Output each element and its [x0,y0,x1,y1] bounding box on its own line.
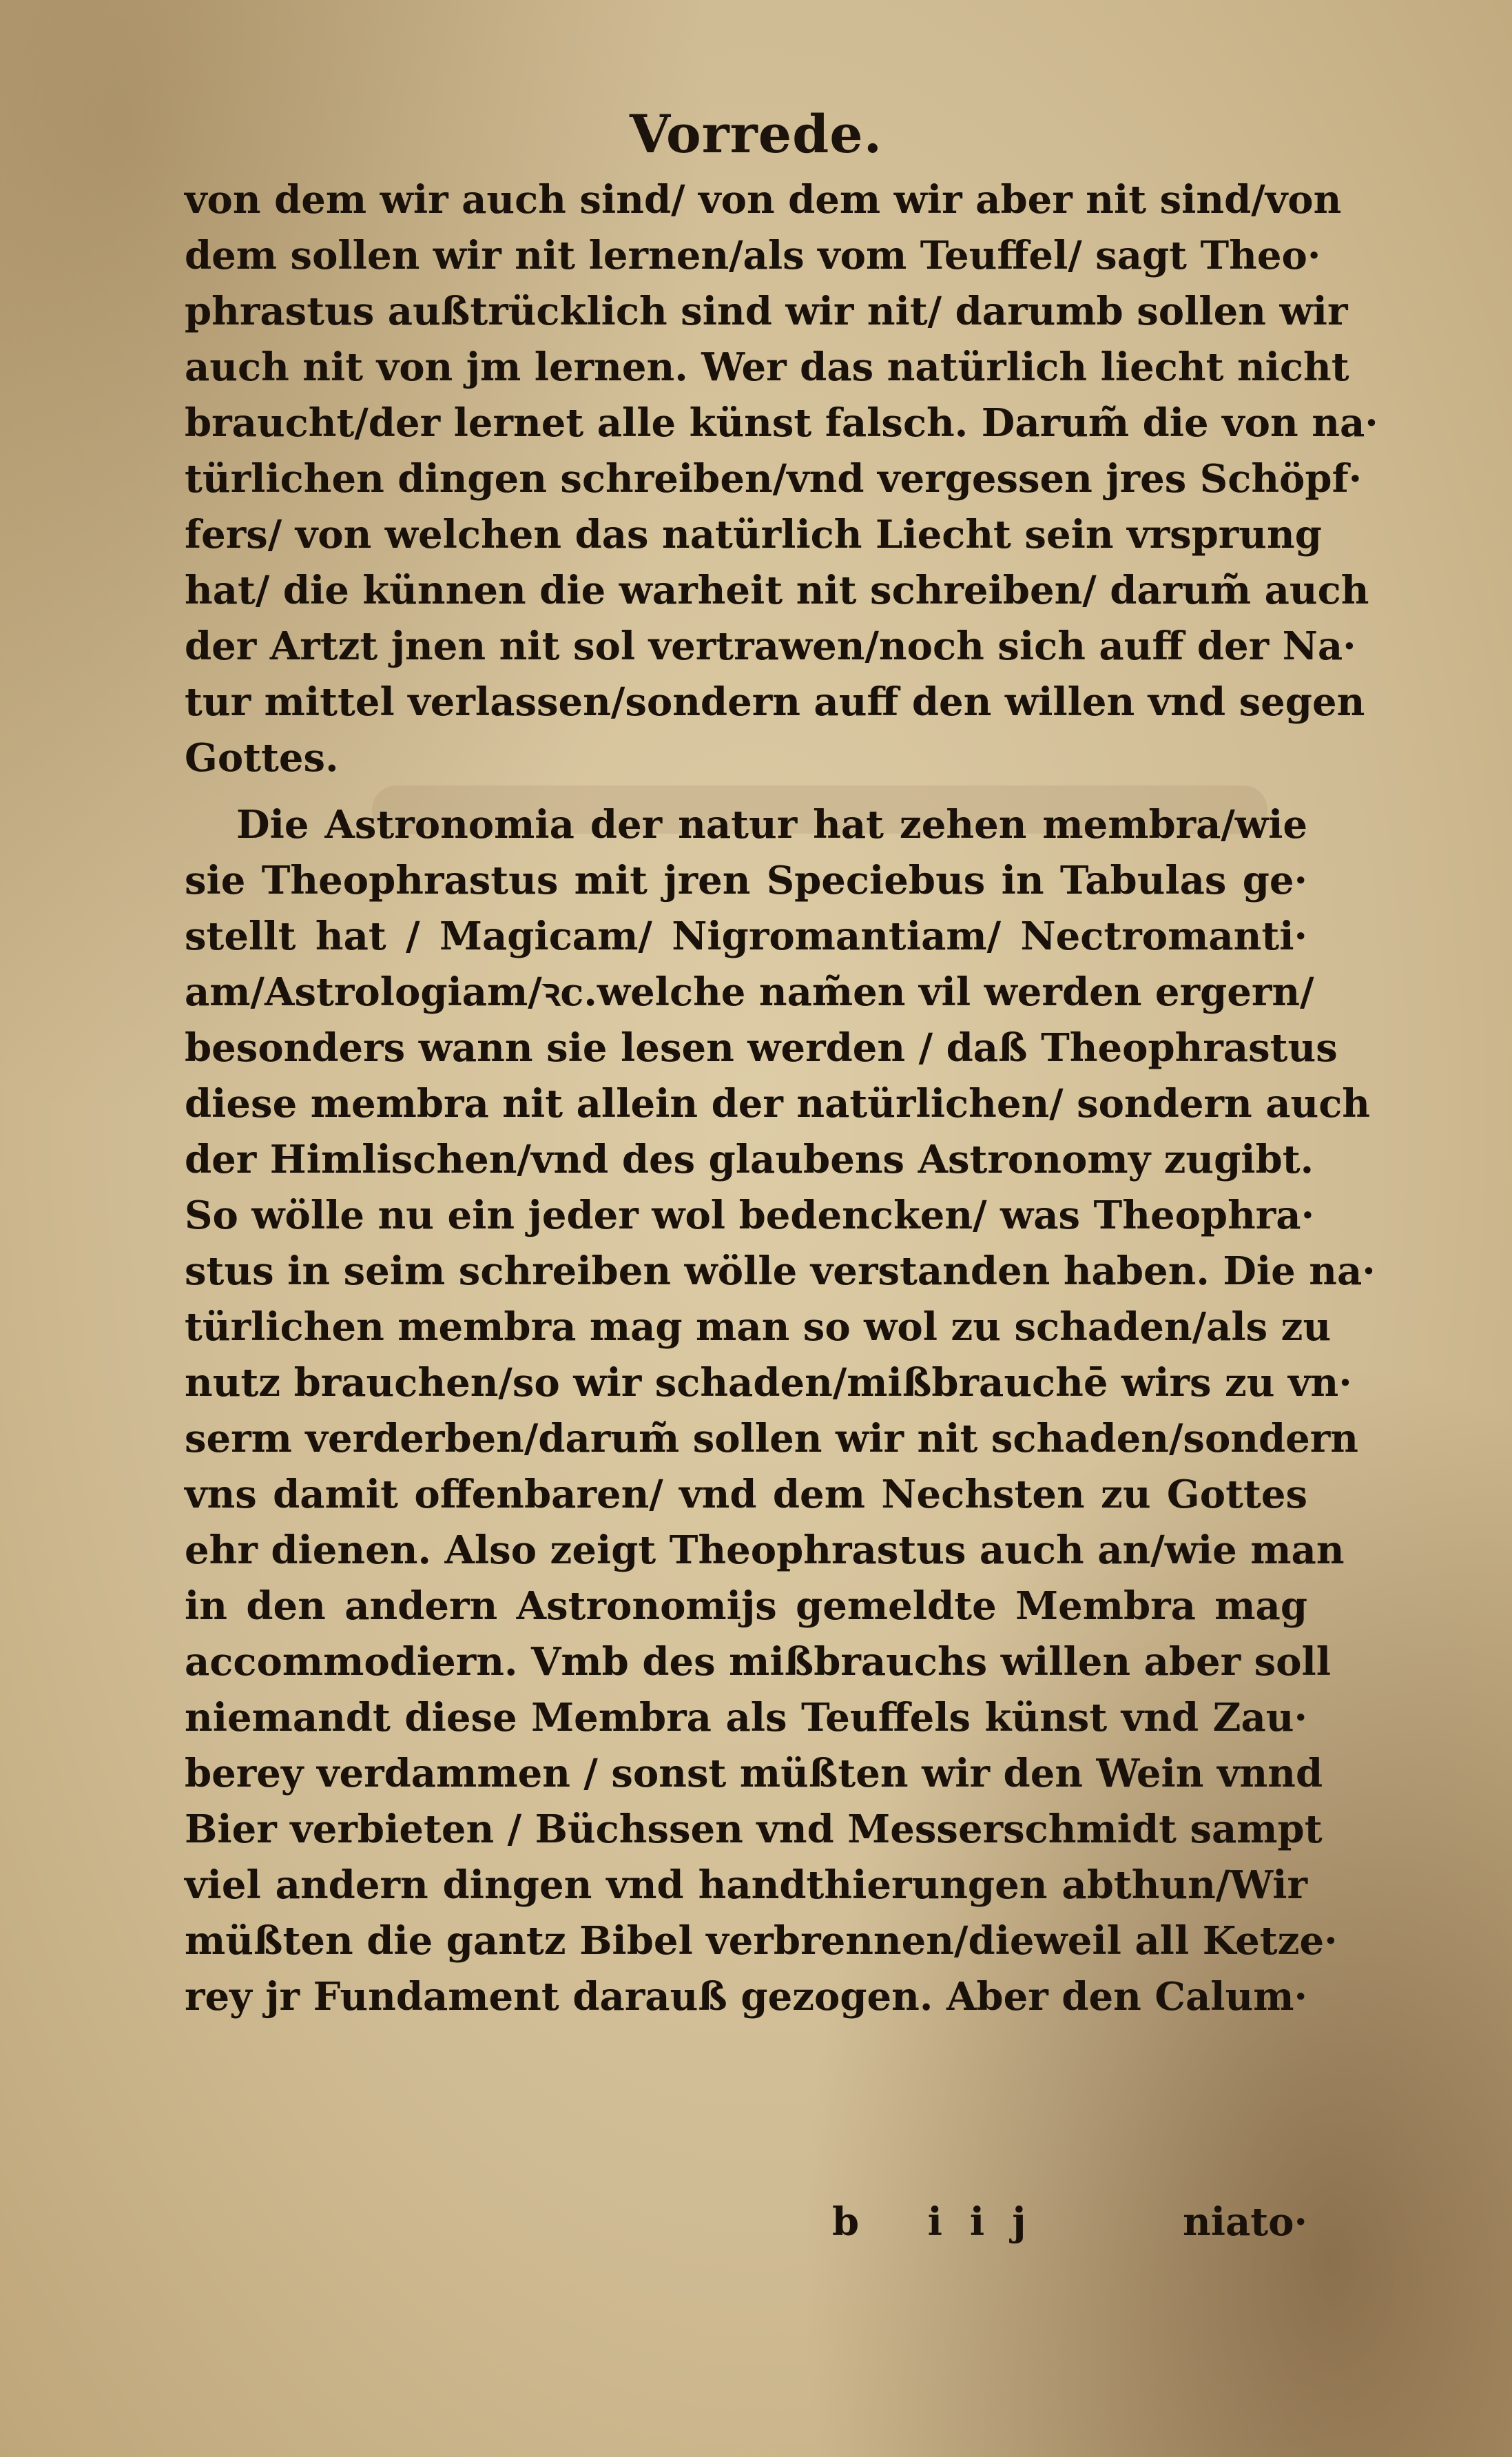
signature-mark: b iij [832,2199,1054,2245]
text-line: fers/ von welchen das natürlich Liecht sein vrsprung [185,512,1322,557]
text-line: niemandt diese Membra als Teuffels künst vnd Zau· [185,1695,1307,1740]
text-line: in den andern Astronomijs gemeldte Membra mag [185,1583,1307,1629]
text-line: hat/ die künnen die warheit nit schreiben/ darum̃ auch [185,568,1369,613]
text-line: der Himlischen/vnd des glaubens Astronomy zugibt. [185,1137,1314,1182]
text-line: berey verdammen / sonst müßten wir den Wein vnnd [185,1751,1323,1796]
text-line: stellt hat / Magicam/ Nigromantiam/ Nectromanti· [185,914,1307,959]
text-line: phrastus außtrücklich sind wir nit/ darumb sollen wir [185,289,1348,334]
paragraph-gap [185,786,1307,797]
text-line: auch nit von jm lernen. Wer das natürlich liecht nicht [185,345,1349,390]
text-line: türlichen dingen schreiben/vnd vergessen jres Schöpf· [185,456,1363,502]
text-line: serm verderben/darum̃ sollen wir nit schaden/sondern [185,1416,1359,1461]
text-line: Gottes. [185,735,339,781]
body-text [185,172,1378,2025]
text-line: von dem wir auch sind/ von dem wir aber nit sind/von [185,177,1342,223]
text-line: besonders wann sie lesen werden / daß Theophrastus [185,1025,1338,1071]
text-line: So wölle nu ein jeder wol bedencken/ was Theophra· [185,1193,1315,1238]
text-line: stus in seim schreiben wölle verstanden haben. Die na· [185,1248,1376,1294]
page-footer [185,2199,1307,2261]
running-head: Vorrede. [629,103,883,165]
text-line: viel andern dingen vnd handthierungen abthun/Wir [185,1862,1307,1908]
text-line: sie Theophrastus mit jren Speciebus in Tabulas ge· [185,858,1307,903]
text-line: vns damit offenbaren/ vnd dem Nechsten zu Gottes [185,1472,1307,1517]
text-line: diese membra nit allein der natürlichen/ sondern auch [185,1081,1371,1127]
text-line: türlichen membra mag man so wol zu schaden/als zu [185,1304,1332,1350]
catchword: niato· [1183,2199,1307,2245]
text-line: dem sollen wir nit lernen/als vom Teuffel/ sagt Theo· [185,233,1321,278]
text-line: Die Astronomia der natur hat zehen membra/wie [236,802,1307,847]
text-line: müßten die gantz Bibel verbrennen/dieweil all Ketze· [185,1918,1338,1964]
text-line: der Artzt jnen nit sol vertrawen/noch sich auff der Na· [185,624,1356,669]
text-line: braucht/der lernet alle künst falsch. Darum̃ die von na· [185,400,1378,446]
text-line: Bier verbieten / Büchssen vnd Messerschmidt sampt [185,1807,1323,1852]
text-line: accommodiern. Vmb des mißbrauchs willen aber soll [185,1639,1332,1685]
text-line: tur mittel verlassen/sondern auff den willen vnd segen [185,679,1365,725]
text-line: nutz brauchen/so wir schaden/mißbrauchē wirs zu vn· [185,1360,1352,1406]
text-line: am/Astrologiam/ꝛc.welche nam̃en vil werden ergern/ [185,969,1314,1015]
text-line: ehr dienen. Also zeigt Theophrastus auch an/wie man [185,1528,1345,1573]
text-line: rey jr Fundament darauß gezogen. Aber den Calum· [185,1974,1307,2019]
